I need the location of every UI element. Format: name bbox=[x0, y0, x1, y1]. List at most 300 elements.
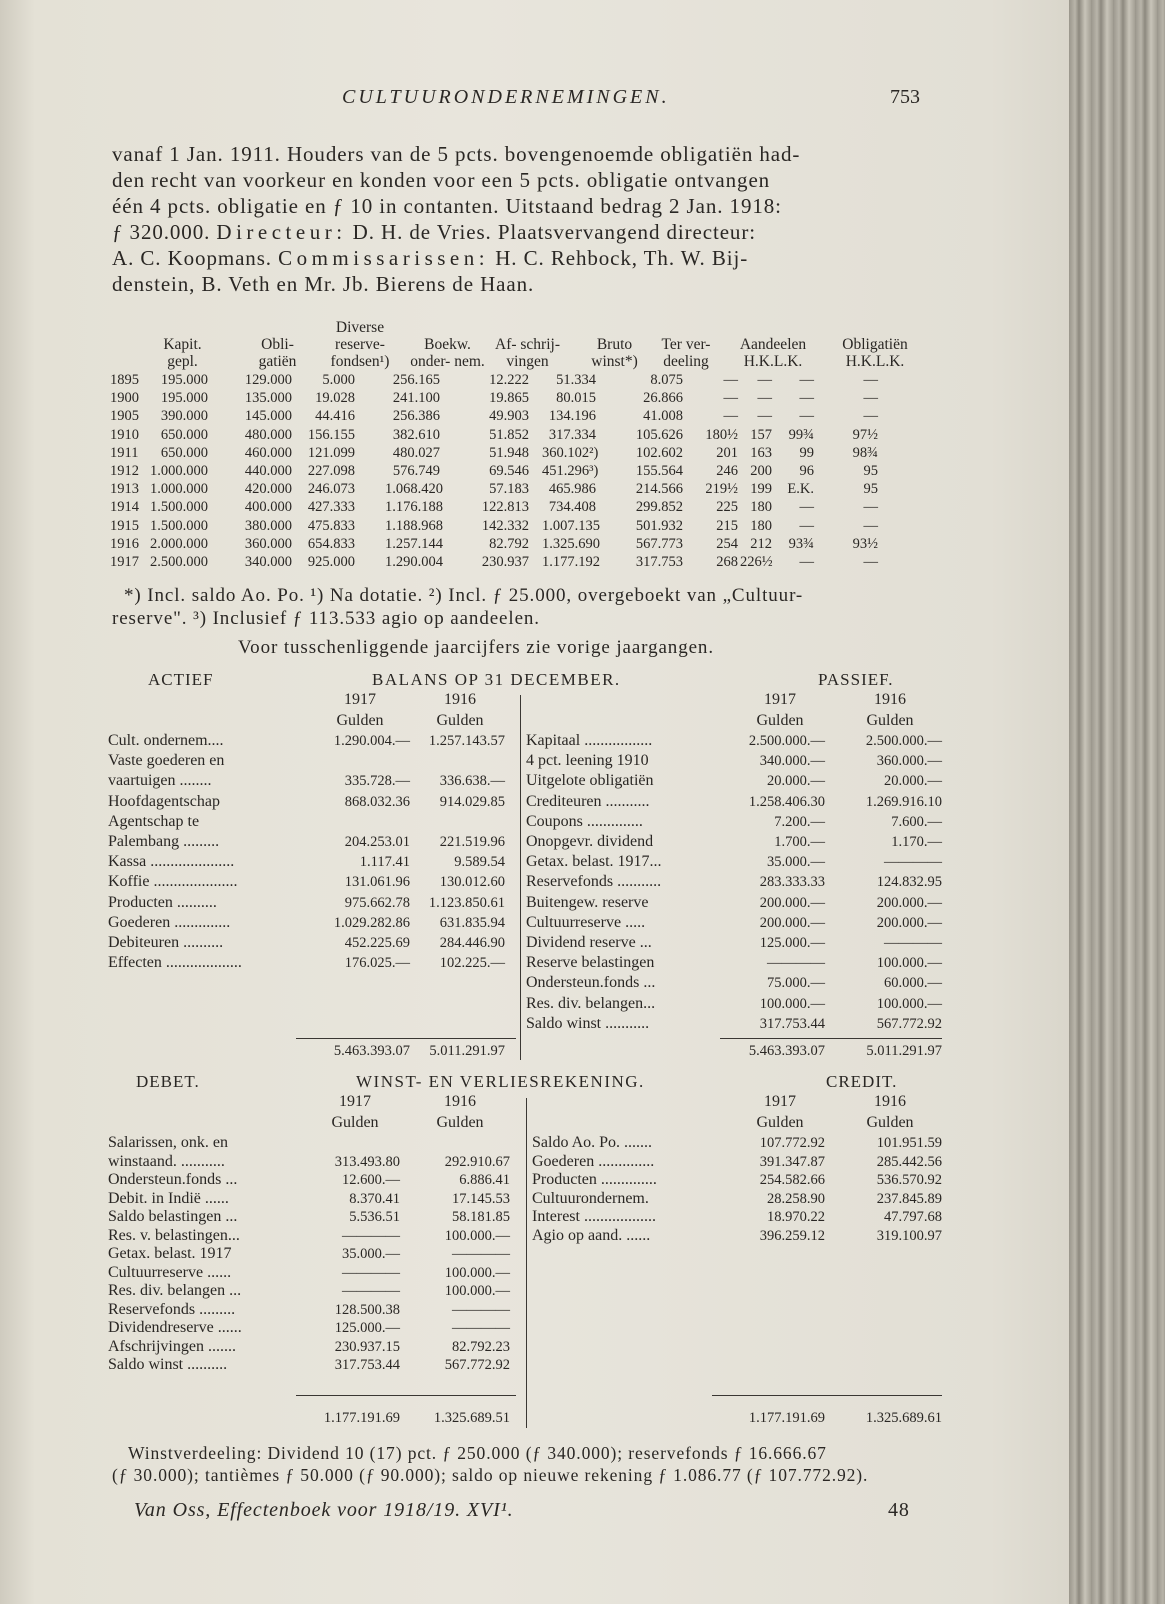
passief-1917-4: 7.200.— bbox=[774, 813, 825, 830]
commissarissen-label: Commissarissen: bbox=[278, 246, 490, 270]
stats-cell-10-0: 1917 bbox=[110, 554, 139, 570]
stats-cell-6-7: 214.566 bbox=[635, 481, 683, 498]
stats-cell-4-1: 650.000 bbox=[160, 444, 208, 461]
debet-1916-8: 100.000.— bbox=[444, 1283, 510, 1299]
stats-cell-1-8: — bbox=[723, 390, 738, 407]
page-footer-number: 48 bbox=[888, 1499, 910, 1521]
stats-cell-8-5: 142.332 bbox=[481, 517, 529, 534]
credit-label: CREDIT. bbox=[826, 1072, 898, 1091]
stats-cell-0-8: — bbox=[723, 372, 738, 388]
book-spine bbox=[1069, 0, 1165, 1604]
stats-cell-9-5: 82.792 bbox=[489, 535, 529, 552]
passief-1916-9: 200.000.— bbox=[876, 914, 942, 931]
debet-1916-2: 6.886.41 bbox=[459, 1172, 510, 1188]
debet-1916-10: ———— bbox=[452, 1320, 510, 1336]
stats-cell-5-2: 440.000 bbox=[244, 463, 292, 479]
stats-cell-9-10: 93¾ bbox=[788, 535, 814, 552]
debet-1917-12: 317.753.44 bbox=[334, 1357, 400, 1373]
passief-1916-14: 567.772.92 bbox=[876, 1015, 942, 1032]
stats-cell-4-10: 99 bbox=[799, 444, 814, 461]
stats-cell-0-1: 195.000 bbox=[160, 372, 208, 388]
actief-1916-0: 1.257.143.57 bbox=[428, 733, 505, 749]
stats-cell-6-2: 420.000 bbox=[244, 481, 292, 498]
stats-cell-5-4: 576.749 bbox=[392, 463, 440, 479]
stats-cell-1-5: 19.865 bbox=[489, 390, 529, 407]
actief-1916-10: 284.446.90 bbox=[439, 935, 505, 951]
actief-label-10: Debiteuren .......... bbox=[108, 934, 224, 951]
debet-label-1: winstaand. ........... bbox=[108, 1152, 225, 1170]
passief-1917-9: 200.000.— bbox=[759, 914, 825, 931]
debet-1917-6: 35.000.— bbox=[342, 1246, 400, 1262]
stats-header-0: Kapit. gepl. bbox=[163, 336, 202, 370]
stats-cell-1-1: 195.000 bbox=[160, 390, 208, 407]
page-number: 753 bbox=[890, 86, 920, 108]
stats-header-5: Bruto winst*) bbox=[591, 336, 638, 370]
stats-cell-9-11: 93½ bbox=[852, 535, 878, 552]
passief-1917-6: 35.000.— bbox=[767, 854, 825, 871]
passief-label: PASSIEF. bbox=[818, 670, 894, 689]
actief-label-2: vaartuigen ........ bbox=[108, 772, 212, 790]
actief-1916-3: 914.029.85 bbox=[439, 793, 505, 810]
stats-cell-8-9: 180 bbox=[750, 517, 772, 534]
stats-cell-4-8: 201 bbox=[716, 444, 738, 461]
stats-cell-5-6: 451.296³) bbox=[542, 463, 599, 479]
balans-actief-year-1916: 1916 bbox=[444, 691, 476, 708]
stats-header-4: Af- schrij- vingen bbox=[495, 336, 560, 370]
passief-1916-3: 1.269.916.10 bbox=[865, 793, 942, 810]
passief-label-13: Res. div. belangen... bbox=[526, 994, 656, 1012]
debet-1917-11: 230.937.15 bbox=[334, 1338, 400, 1355]
actief-label-8: Producten .......... bbox=[108, 893, 217, 911]
stats-cell-8-7: 501.932 bbox=[635, 517, 683, 534]
debet-label-3: Debit. in Indië ...... bbox=[108, 1189, 229, 1207]
passief-label-0: Kapitaal ................. bbox=[526, 732, 653, 749]
stats-cell-4-6: 360.102²) bbox=[542, 444, 599, 461]
intro-line-6: denstein, B. Veth en Mr. Jb. Bierens de Haan. bbox=[112, 272, 535, 296]
debet-label-7: Cultuurreserve ...... bbox=[108, 1263, 232, 1281]
credit-label-3: Cultuurondernem. bbox=[532, 1189, 649, 1207]
passief-1917-5: 1.700.— bbox=[774, 834, 825, 850]
actief-1917-0: 1.290.004.— bbox=[333, 733, 410, 749]
stats-cell-7-3: 427.333 bbox=[307, 499, 355, 516]
stats-cell-9-9: 212 bbox=[750, 535, 772, 552]
stats-cell-6-5: 57.183 bbox=[489, 481, 529, 498]
debet-label-12: Saldo winst .......... bbox=[108, 1356, 228, 1373]
stats-cell-1-4: 241.100 bbox=[392, 390, 440, 407]
stats-cell-0-3: 5.000 bbox=[322, 372, 355, 388]
balans-actief-unit-2: Gulden bbox=[436, 712, 484, 729]
stats-cell-3-2: 480.000 bbox=[244, 426, 292, 443]
winstverdeeling-line-2: (ƒ 30.000); tantièmes ƒ 50.000 (ƒ 90.000); saldo op nieuwe rekening ƒ 1.086.77 (ƒ 107.772.92). bbox=[112, 1465, 869, 1485]
stats-cell-0-9: — bbox=[757, 372, 772, 388]
credit-1917-0: 107.772.92 bbox=[759, 1135, 825, 1151]
stats-cell-1-7: 26.866 bbox=[643, 390, 683, 407]
stats-cell-2-6: 134.196 bbox=[548, 408, 596, 425]
passief-label-14: Saldo winst ........... bbox=[526, 1014, 650, 1032]
balans-passief-unit-1: Gulden bbox=[756, 712, 804, 729]
passief-1916-7: 124.832.95 bbox=[876, 874, 942, 891]
stats-cell-2-2: 145.000 bbox=[244, 408, 292, 425]
debet-1916-6: ———— bbox=[452, 1246, 510, 1262]
stats-cell-2-1: 390.000 bbox=[160, 408, 208, 425]
debet-1916-11: 82.792.23 bbox=[452, 1338, 510, 1355]
stats-header-8: Obligatiën H.K.L.K. bbox=[842, 336, 908, 370]
debet-1917-3: 8.370.41 bbox=[349, 1190, 400, 1207]
credit-total-rule bbox=[712, 1395, 942, 1396]
stats-cell-4-2: 460.000 bbox=[244, 444, 292, 461]
stats-cell-9-1: 2.000.000 bbox=[150, 535, 208, 552]
passief-1917-12: 75.000.— bbox=[767, 975, 825, 992]
stats-header-2: Diverse reserve- fondsen¹) bbox=[330, 319, 390, 370]
stats-cell-1-11: — bbox=[863, 390, 878, 407]
intro-line-1: vanaf 1 Jan. 1911. Houders van de 5 pcts. bovengenoemde obligatiën had- bbox=[112, 142, 801, 166]
passief-1917-14: 317.753.44 bbox=[759, 1015, 825, 1032]
actief-1916-11: 102.225.— bbox=[439, 955, 505, 972]
passief-1916-8: 200.000.— bbox=[876, 894, 942, 911]
stats-cell-8-1: 1.500.000 bbox=[150, 517, 208, 534]
stats-cell-10-9: 226½ bbox=[740, 554, 773, 570]
passief-label-2: Uitgelote obligatiën bbox=[526, 772, 654, 790]
stats-cell-1-9: — bbox=[757, 390, 772, 407]
stats-cell-3-6: 317.334 bbox=[548, 426, 596, 443]
stats-cell-5-10: 96 bbox=[799, 463, 814, 479]
credit-1916-2: 536.570.92 bbox=[876, 1172, 942, 1188]
intro-line-5 bbox=[112, 245, 748, 271]
passief-1916-0: 2.500.000.— bbox=[865, 733, 942, 749]
debet-label-0: Salarissen, onk. en bbox=[108, 1134, 228, 1151]
debet-label-5: Res. v. belastingen... bbox=[108, 1226, 240, 1244]
stats-cell-0-5: 12.222 bbox=[489, 372, 529, 388]
stats-cell-3-11: 97½ bbox=[852, 426, 878, 443]
stats-cell-10-8: 268 bbox=[716, 554, 738, 570]
stats-cell-2-0: 1905 bbox=[110, 408, 139, 425]
debet-1917-7: ———— bbox=[342, 1264, 400, 1281]
passief-1916-11: 100.000.— bbox=[876, 955, 942, 972]
balans-passief-unit-2: Gulden bbox=[866, 712, 914, 729]
passief-1916-1: 360.000.— bbox=[876, 753, 942, 770]
actief-1916-7: 130.012.60 bbox=[439, 874, 505, 891]
stats-cell-4-4: 480.027 bbox=[392, 444, 440, 461]
stats-cell-1-6: 80.015 bbox=[556, 390, 596, 407]
intro-line-3: één 4 pcts. obligatie en ƒ 10 in contanten. Uitstaand bedrag 2 Jan. 1918: bbox=[112, 194, 782, 218]
stats-cell-7-11: — bbox=[863, 499, 878, 516]
winst-divider bbox=[526, 1098, 527, 1428]
debet-label-4: Saldo belastingen ... bbox=[108, 1208, 238, 1225]
passief-1916-5: 1.170.— bbox=[891, 834, 942, 850]
stats-cell-10-2: 340.000 bbox=[244, 554, 292, 570]
stats-cell-2-5: 49.903 bbox=[489, 408, 529, 425]
credit-1916-3: 237.845.89 bbox=[876, 1190, 942, 1207]
debet-label-11: Afschrijvingen ....... bbox=[108, 1337, 236, 1355]
stats-cell-2-11: — bbox=[863, 408, 878, 425]
passief-label-1: 4 pct. leening 1910 bbox=[526, 752, 649, 770]
debet-label-6: Getax. belast. 1917 bbox=[108, 1245, 232, 1262]
stats-cell-7-5: 122.813 bbox=[481, 499, 529, 516]
credit-1916-1: 285.442.56 bbox=[876, 1153, 942, 1170]
passief-1917-11: ———— bbox=[767, 955, 825, 972]
balans-passief-year-1917: 1917 bbox=[764, 691, 796, 708]
actief-1917-10: 452.225.69 bbox=[344, 935, 410, 951]
passief-total-1917: 5.463.393.07 bbox=[748, 1043, 825, 1059]
actief-1917-11: 176.025.— bbox=[344, 955, 410, 972]
stats-cell-2-8: — bbox=[723, 408, 738, 425]
stats-cell-2-9: — bbox=[757, 408, 772, 425]
actief-label-0: Cult. ondernem.... bbox=[108, 732, 224, 749]
credit-label-4: Interest .................. bbox=[532, 1208, 656, 1225]
stats-cell-1-3: 19.028 bbox=[315, 390, 355, 407]
actief-1916-6: 9.589.54 bbox=[454, 854, 505, 871]
stats-cell-10-11: — bbox=[863, 554, 878, 570]
stats-note: Voor tusschenliggende jaarcijfers zie vorige jaargangen. bbox=[238, 637, 714, 658]
passief-label-5: Onopgevr. dividend bbox=[526, 833, 654, 850]
actief-total-1917: 5.463.393.07 bbox=[333, 1043, 410, 1059]
passief-label-7: Reservefonds ........... bbox=[526, 873, 662, 891]
stats-cell-10-4: 1.290.004 bbox=[385, 554, 443, 570]
stats-header-3: Boekw. onder- nem. bbox=[410, 336, 485, 370]
debet-1917-1: 313.493.80 bbox=[334, 1153, 400, 1170]
credit-1916-4: 47.797.68 bbox=[884, 1209, 942, 1225]
stats-header-7: Aandeelen H.K.L.K. bbox=[739, 336, 807, 370]
passief-1917-8: 200.000.— bbox=[759, 894, 825, 911]
stats-cell-3-4: 382.610 bbox=[392, 426, 440, 443]
debet-1917-8: ———— bbox=[342, 1283, 400, 1299]
actief-label-4: Agentschap te bbox=[108, 812, 200, 830]
stats-cell-4-3: 121.099 bbox=[307, 444, 355, 461]
stats-cell-4-7: 102.602 bbox=[635, 444, 683, 461]
credit-1917-3: 28.258.90 bbox=[767, 1190, 825, 1207]
credit-label-0: Saldo Ao. Po. ....... bbox=[532, 1134, 653, 1151]
passief-1916-4: 7.600.— bbox=[891, 813, 942, 830]
stats-cell-3-9: 157 bbox=[750, 426, 772, 443]
debet-1916-12: 567.772.92 bbox=[444, 1357, 510, 1373]
stats-cell-7-10: — bbox=[799, 499, 814, 516]
debet-label-10: Dividendreserve ...... bbox=[108, 1319, 242, 1336]
actief-1916-9: 631.835.94 bbox=[439, 914, 505, 931]
credit-label-2: Producten .............. bbox=[532, 1171, 657, 1188]
intro-line-4 bbox=[112, 219, 756, 245]
stats-cell-6-8: 219½ bbox=[705, 481, 738, 498]
intro-line-5-pre: A. C. Koopmans. bbox=[112, 246, 279, 270]
actief-label-5: Palembang ......... bbox=[108, 833, 220, 850]
stats-footnote-1: *) Incl. saldo Ao. Po. ¹) Na dotatie. ²) Incl. ƒ 25.000, overgeboekt van „Cultuur- bbox=[124, 585, 804, 606]
passief-1917-1: 340.000.— bbox=[759, 753, 825, 770]
balans-divider bbox=[520, 695, 521, 1060]
debet-1916-4: 58.181.85 bbox=[452, 1209, 510, 1225]
debet-label-9: Reservefonds ......... bbox=[108, 1300, 236, 1318]
passief-1917-10: 125.000.— bbox=[759, 935, 825, 951]
stats-cell-4-5: 51.948 bbox=[489, 444, 529, 461]
stats-cell-7-7: 299.852 bbox=[635, 499, 683, 516]
intro-line-4-post: D. H. de Vries. Plaatsvervangend directeur: bbox=[346, 220, 756, 244]
actief-1917-7: 131.061.96 bbox=[344, 874, 410, 891]
stats-cell-10-10: — bbox=[799, 554, 814, 570]
actief-label-11: Effecten ................... bbox=[108, 954, 242, 972]
passief-label-11: Reserve belastingen bbox=[526, 954, 655, 972]
stats-cell-3-5: 51.852 bbox=[489, 426, 529, 443]
actief-label-7: Koffie ..................... bbox=[108, 873, 238, 891]
credit-total-1916: 1.325.689.61 bbox=[865, 1410, 942, 1426]
stats-cell-2-3: 44.416 bbox=[315, 408, 355, 425]
debet-1916-1: 292.910.67 bbox=[444, 1153, 510, 1170]
stats-cell-2-10: — bbox=[799, 408, 814, 425]
passief-label-6: Getax. belast. 1917... bbox=[526, 853, 662, 871]
stats-cell-6-3: 246.073 bbox=[307, 481, 355, 498]
credit-1916-0: 101.951.59 bbox=[876, 1135, 942, 1151]
credit-total-1917: 1.177.191.69 bbox=[748, 1410, 825, 1426]
winst-debet-unit-2: Gulden bbox=[436, 1114, 484, 1131]
stats-cell-2-7: 41.008 bbox=[643, 408, 683, 425]
stats-cell-6-1: 1.000.000 bbox=[150, 481, 208, 498]
debet-total-rule bbox=[296, 1395, 516, 1396]
debet-1917-9: 128.500.38 bbox=[334, 1301, 400, 1318]
balans-actief-unit-1: Gulden bbox=[336, 712, 384, 729]
winst-credit-year-1917: 1917 bbox=[764, 1093, 796, 1110]
stats-cell-0-0: 1895 bbox=[110, 372, 139, 388]
passief-1917-13: 100.000.— bbox=[759, 995, 825, 1012]
winst-debet-unit-1: Gulden bbox=[331, 1114, 379, 1131]
passief-1917-0: 2.500.000.— bbox=[748, 733, 825, 749]
stats-cell-7-9: 180 bbox=[750, 499, 772, 516]
page-footer-source: Van Oss, Effectenboek voor 1918/19. XVI¹. bbox=[134, 1499, 514, 1521]
debet-label-2: Ondersteun.fonds ... bbox=[108, 1171, 238, 1188]
passief-1916-6: ———— bbox=[884, 854, 942, 871]
intro-line-5-post: H. C. Rehbock, Th. W. Bij- bbox=[489, 246, 749, 270]
stats-cell-4-9: 163 bbox=[750, 444, 772, 461]
passief-total-1916: 5.011.291.97 bbox=[866, 1043, 942, 1059]
stats-cell-0-4: 256.165 bbox=[392, 372, 440, 388]
stats-cell-9-0: 1916 bbox=[110, 535, 139, 552]
stats-cell-9-3: 654.833 bbox=[307, 535, 355, 552]
passief-1917-3: 1.258.406.30 bbox=[748, 793, 825, 810]
passief-label-9: Cultuurreserve ..... bbox=[526, 913, 646, 931]
stats-cell-9-2: 360.000 bbox=[244, 535, 292, 552]
passief-1916-13: 100.000.— bbox=[876, 995, 942, 1012]
balans-title: BALANS OP 31 DECEMBER. bbox=[372, 670, 621, 689]
debet-1916-3: 17.145.53 bbox=[452, 1190, 510, 1207]
debet-label: DEBET. bbox=[136, 1072, 200, 1091]
balans-actief-year-1917: 1917 bbox=[344, 691, 376, 708]
winstverdeeling-line-1: Winstverdeeling: Dividend 10 (17) pct. ƒ 250.000 (ƒ 340.000); reservefonds ƒ 16.666.67 bbox=[128, 1443, 827, 1463]
credit-1917-2: 254.582.66 bbox=[759, 1172, 825, 1188]
actief-1917-2: 335.728.— bbox=[344, 773, 410, 790]
actief-1917-8: 975.662.78 bbox=[344, 894, 410, 911]
stats-cell-3-8: 180½ bbox=[705, 426, 738, 443]
stats-cell-5-7: 155.564 bbox=[635, 463, 683, 479]
credit-1917-5: 396.259.12 bbox=[759, 1227, 825, 1244]
stats-cell-4-11: 98¾ bbox=[852, 444, 878, 461]
stats-cell-8-10: — bbox=[799, 517, 814, 534]
stats-cell-7-8: 225 bbox=[716, 499, 738, 516]
stats-cell-1-0: 1900 bbox=[110, 390, 139, 407]
debet-1917-4: 5.536.51 bbox=[349, 1209, 400, 1225]
stats-cell-1-10: — bbox=[799, 390, 814, 407]
stats-cell-5-8: 246 bbox=[716, 463, 738, 479]
debet-total-1916: 1.325.689.51 bbox=[433, 1410, 510, 1426]
stats-cell-6-4: 1.068.420 bbox=[385, 481, 443, 498]
stats-cell-8-11: — bbox=[863, 517, 878, 534]
stats-cell-0-11: — bbox=[863, 372, 878, 388]
debet-label-8: Res. div. belangen ... bbox=[108, 1282, 242, 1299]
winst-debet-year-1916: 1916 bbox=[444, 1093, 476, 1110]
stats-footnote-2: reserve". ³) Inclusief ƒ 113.533 agio op aandeelen. bbox=[112, 608, 540, 629]
stats-cell-5-1: 1.000.000 bbox=[150, 463, 208, 479]
stats-cell-10-6: 1.177.192 bbox=[542, 554, 600, 570]
actief-label-1: Vaste goederen en bbox=[108, 752, 225, 770]
stats-cell-9-4: 1.257.144 bbox=[385, 535, 443, 552]
stats-cell-8-4: 1.188.968 bbox=[385, 517, 443, 534]
stats-cell-3-1: 650.000 bbox=[160, 426, 208, 443]
stats-cell-6-9: 199 bbox=[750, 481, 772, 498]
passief-1916-2: 20.000.— bbox=[884, 773, 942, 790]
actief-1916-5: 221.519.96 bbox=[439, 834, 505, 850]
actief-1917-9: 1.029.282.86 bbox=[333, 914, 410, 931]
actief-label-6: Kassa ..................... bbox=[108, 853, 235, 871]
stats-cell-10-3: 925.000 bbox=[307, 554, 355, 570]
stats-cell-9-7: 567.773 bbox=[635, 535, 683, 552]
stats-cell-3-0: 1910 bbox=[110, 426, 139, 443]
credit-1917-1: 391.347.87 bbox=[759, 1153, 825, 1170]
passief-label-8: Buitengew. reserve bbox=[526, 893, 649, 911]
actief-total-1916: 5.011.291.97 bbox=[429, 1043, 505, 1059]
stats-cell-0-6: 51.334 bbox=[556, 372, 596, 388]
stats-cell-3-3: 156.155 bbox=[307, 426, 355, 443]
actief-1917-3: 868.032.36 bbox=[344, 793, 410, 810]
debet-1917-2: 12.600.— bbox=[342, 1172, 400, 1188]
stats-cell-9-8: 254 bbox=[716, 535, 738, 552]
stats-cell-4-0: 1911 bbox=[110, 444, 139, 461]
passief-1917-2: 20.000.— bbox=[767, 773, 825, 790]
stats-cell-7-4: 1.176.188 bbox=[385, 499, 443, 516]
stats-cell-9-6: 1.325.690 bbox=[542, 535, 600, 552]
passief-1916-10: ———— bbox=[884, 935, 942, 951]
stats-cell-8-0: 1915 bbox=[110, 517, 139, 534]
stats-cell-8-3: 475.833 bbox=[307, 517, 355, 534]
intro-line-2: den recht van voorkeur en konden voor een 5 pcts. obligatie ontvangen bbox=[112, 168, 771, 192]
credit-label-5: Agio op aand. ...... bbox=[532, 1226, 651, 1244]
actief-label-3: Hoofdagentschap bbox=[108, 792, 220, 810]
stats-header-6: Ter ver- deeling bbox=[661, 336, 711, 370]
passief-total-rule bbox=[720, 1038, 942, 1039]
balans-passief-year-1916: 1916 bbox=[874, 691, 906, 708]
stats-cell-5-5: 69.546 bbox=[489, 463, 529, 479]
stats-cell-2-4: 256.386 bbox=[392, 408, 440, 425]
stats-cell-5-9: 200 bbox=[750, 463, 772, 479]
passief-1917-7: 283.333.33 bbox=[759, 874, 825, 891]
stats-cell-0-10: — bbox=[799, 372, 814, 388]
debet-1916-7: 100.000.— bbox=[444, 1264, 510, 1281]
winst-title: WINST- EN VERLIESREKENING. bbox=[356, 1072, 645, 1091]
debet-1916-5: 100.000.— bbox=[444, 1227, 510, 1244]
stats-cell-6-6: 465.986 bbox=[548, 481, 596, 498]
stats-header-1: Obli- gatiën bbox=[258, 336, 297, 370]
actief-1916-2: 336.638.— bbox=[439, 773, 505, 790]
directeur-label: Directeur: bbox=[216, 220, 347, 244]
passief-label-12: Ondersteun.fonds ... bbox=[526, 974, 656, 992]
stats-cell-7-1: 1.500.000 bbox=[150, 499, 208, 516]
stats-cell-3-7: 105.626 bbox=[635, 426, 683, 443]
stats-cell-5-3: 227.098 bbox=[307, 463, 355, 479]
stats-cell-10-1: 2.500.000 bbox=[150, 554, 208, 570]
stats-cell-5-0: 1912 bbox=[110, 463, 139, 479]
credit-1917-4: 18.970.22 bbox=[767, 1209, 825, 1225]
stats-cell-8-6: 1.007.135 bbox=[542, 517, 600, 534]
debet-1917-5: ———— bbox=[342, 1227, 400, 1244]
credit-label-1: Goederen .............. bbox=[532, 1152, 655, 1170]
actief-total-rule bbox=[296, 1038, 516, 1039]
winst-credit-unit-1: Gulden bbox=[756, 1114, 804, 1131]
winst-debet-year-1917: 1917 bbox=[339, 1093, 371, 1110]
actief-label: ACTIEF bbox=[148, 670, 214, 689]
